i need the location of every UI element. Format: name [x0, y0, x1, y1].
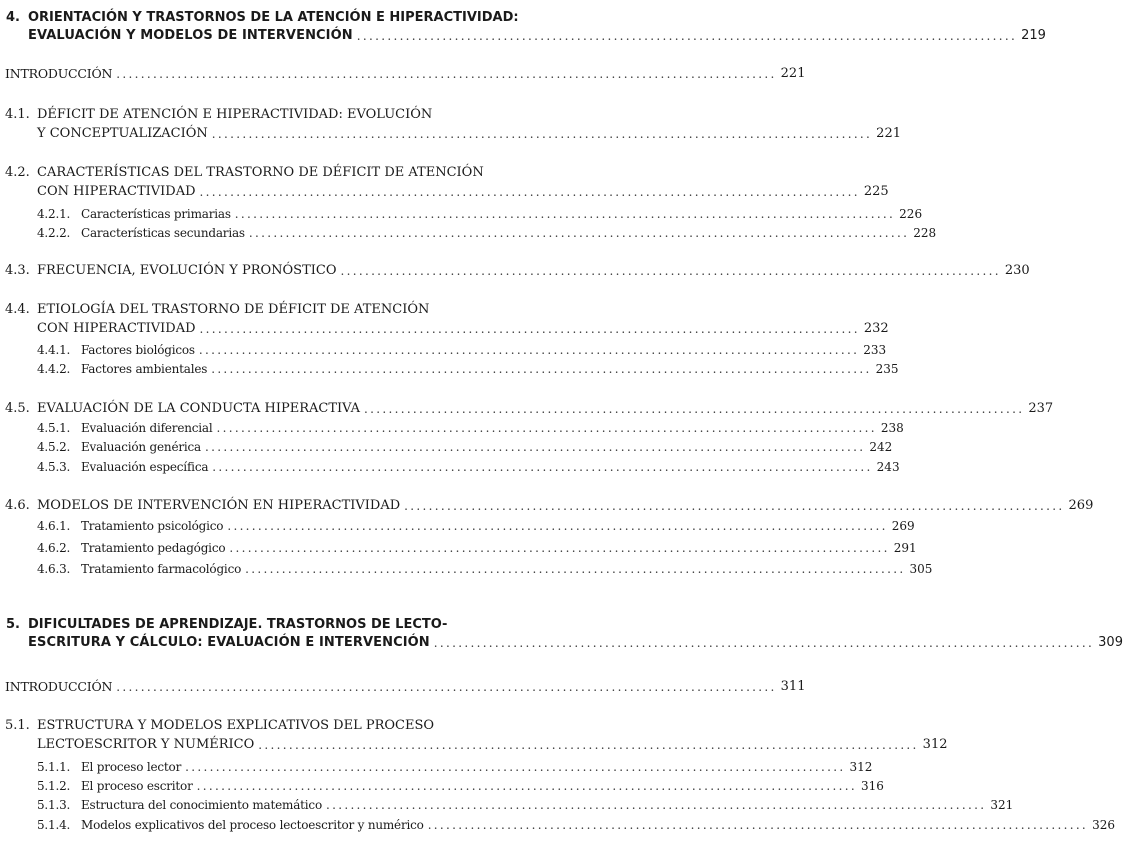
section-number: 4.4. — [5, 302, 30, 317]
page-number: 221 — [780, 66, 806, 81]
page-number: 326 — [1092, 818, 1115, 832]
subsection-title: El proceso lector — [81, 760, 182, 774]
subsection-number: 4.5.2. — [37, 440, 71, 454]
chapter-title-line2: ESCRITURA Y CÁLCULO: EVALUACIÓN E INTERVENCIÓN — [28, 635, 430, 650]
toc-subsection-4-6-2 — [5, 540, 917, 556]
section-title: EVALUACIÓN DE LA CONDUCTA HIPERACTIVA — [37, 401, 361, 416]
section-title: MODELOS DE INTERVENCIÓN EN HIPERACTIVIDAD — [37, 498, 401, 513]
subsection-title: Modelos explicativos del proceso lectoescritor y numérico — [81, 818, 424, 832]
toc-section-4-3 — [5, 263, 1030, 279]
subsection-number: 4.5.1. — [37, 421, 71, 435]
page-number: 316 — [861, 779, 884, 793]
toc-subsection-4-5-1 — [5, 420, 904, 436]
page-number: 237 — [1028, 401, 1054, 416]
toc-section-4-1 — [5, 107, 901, 142]
toc-subsection-5-1-1 — [5, 759, 873, 775]
leader-dots: ............................................................................................................ — [258, 738, 919, 752]
toc-subsection-4-5-3 — [5, 459, 900, 475]
page-number: 291 — [893, 541, 917, 555]
leader-dots: ............................................................................................................ — [227, 519, 888, 533]
leader-dots: ............................................................................................................ — [427, 818, 1089, 832]
subsection-number: 5.1.3. — [37, 798, 71, 812]
toc-subsection-4-6-3 — [5, 561, 933, 577]
page-number: 228 — [913, 226, 937, 240]
section-title-line2: CON HIPERACTIVIDAD — [37, 321, 196, 336]
intro-title: INTRODUCCIÓN — [5, 679, 113, 694]
page-number: 226 — [899, 207, 923, 221]
toc-subsection-4-4-2 — [5, 361, 899, 377]
subsection-title: Factores ambientales — [81, 362, 208, 376]
intro-title: INTRODUCCIÓN — [5, 66, 113, 81]
page-number: 221 — [876, 126, 901, 141]
subsection-number: 4.2.1. — [37, 207, 71, 221]
leader-dots: ............................................................................................................ — [196, 779, 857, 793]
subsection-number: 4.4.2. — [37, 362, 71, 376]
toc-subsection-5-1-2 — [5, 778, 884, 794]
leader-dots: ............................................................................................................ — [205, 440, 866, 454]
section-number: 4.1. — [5, 107, 30, 122]
chapter-5-heading — [6, 617, 1123, 651]
toc-subsection-4-6-1 — [5, 518, 915, 534]
leader-dots: ............................................................................................................ — [404, 499, 1065, 513]
leader-dots: ............................................................................................................ — [198, 343, 860, 357]
toc-subsection-4-2-1 — [5, 206, 923, 222]
subsection-number: 4.2.2. — [37, 226, 71, 240]
page-number: 269 — [1068, 498, 1094, 513]
leader-dots: ............................................................................................................ — [116, 67, 777, 81]
subsection-title: Características secundarias — [81, 226, 245, 240]
toc-subsection-5-1-3 — [5, 797, 1014, 813]
page-number: 233 — [863, 343, 887, 357]
subsection-title: Tratamiento farmacológico — [81, 562, 242, 576]
chapter-title-line1: ORIENTACIÓN Y TRASTORNOS DE LA ATENCIÓN E HIPERACTIVIDAD: — [28, 10, 519, 25]
section-number: 4.2. — [5, 165, 30, 180]
page-number: 238 — [880, 421, 904, 435]
subsection-number: 4.6.1. — [37, 519, 71, 533]
chapter-title-line1: DIFICULTADES DE APRENDIZAJE. TRASTORNOS DE LECTO- — [28, 617, 448, 632]
chapter-4-heading — [6, 10, 1046, 44]
page-number: 219 — [1021, 28, 1046, 43]
page-number: 232 — [863, 321, 889, 336]
section-title-line1: ETIOLOGÍA DEL TRASTORNO DE DÉFICIT DE ATENCIÓN — [37, 302, 430, 317]
leader-dots: ............................................................................................................ — [116, 680, 777, 694]
section-number: 4.6. — [5, 498, 30, 513]
section-number: 4.5. — [5, 401, 30, 416]
subsection-title: Características primarias — [81, 207, 231, 221]
leader-dots: ............................................................................................................ — [211, 362, 872, 376]
leader-dots: ............................................................................................................ — [245, 562, 906, 576]
section-number: 5.1. — [5, 718, 30, 733]
page-number: 311 — [780, 679, 806, 694]
subsection-number: 5.1.4. — [37, 818, 71, 832]
leader-dots: ............................................................................................................ — [340, 264, 1001, 278]
subsection-title: Evaluación diferencial — [81, 421, 213, 435]
subsection-title: Factores biológicos — [81, 343, 195, 357]
subsection-title: Evaluación específica — [81, 460, 209, 474]
subsection-number: 4.6.3. — [37, 562, 71, 576]
page-number: 305 — [909, 562, 933, 576]
leader-dots: ............................................................................................................ — [364, 402, 1025, 416]
page-number: 321 — [990, 798, 1014, 812]
leader-dots: ............................................................................................................ — [211, 127, 873, 141]
subsection-number: 4.6.2. — [37, 541, 71, 555]
toc-section-4-4 — [5, 302, 889, 337]
leader-dots: ............................................................................................................ — [248, 226, 910, 240]
toc-section-4-2 — [5, 165, 889, 200]
leader-dots: ............................................................................................................ — [212, 460, 873, 474]
subsection-number: 4.5.3. — [37, 460, 71, 474]
section-title-line1: DÉFICIT DE ATENCIÓN E HIPERACTIVIDAD: EVOLUCIÓN — [37, 107, 433, 122]
toc-subsection-4-5-2 — [5, 439, 893, 455]
subsection-title: Tratamiento pedagógico — [81, 541, 226, 555]
page-number: 312 — [922, 737, 948, 752]
toc-subsection-4-4-1 — [5, 342, 887, 358]
subsection-number: 4.4.1. — [37, 343, 71, 357]
page-number: 309 — [1098, 635, 1123, 650]
toc-subsection-5-1-4 — [5, 817, 1115, 833]
section-title-line1: CARACTERÍSTICAS DEL TRASTORNO DE DÉFICIT DE ATENCIÓN — [37, 165, 484, 180]
toc-section-4-6 — [5, 498, 1094, 514]
subsection-title: Tratamiento psicológico — [81, 519, 224, 533]
leader-dots: ............................................................................................................ — [234, 207, 896, 221]
toc-intro-entry — [5, 66, 806, 82]
section-title-line2: LECTOESCRITOR Y NUMÉRICO — [37, 737, 255, 752]
toc-section-5-1 — [5, 718, 948, 753]
leader-dots: ............................................................................................................ — [325, 798, 987, 812]
section-title-line1: ESTRUCTURA Y MODELOS EXPLICATIVOS DEL PROCESO — [37, 718, 435, 733]
leader-dots: ............................................................................................................ — [199, 185, 860, 199]
section-title-line2: Y CONCEPTUALIZACIÓN — [37, 126, 208, 141]
subsection-number: 5.1.2. — [37, 779, 71, 793]
subsection-title: Evaluación genérica — [81, 440, 202, 454]
chapter-title-line2: EVALUACIÓN Y MODELOS DE INTERVENCIÓN — [28, 28, 353, 43]
page-number: 312 — [849, 760, 873, 774]
chapter-number: 4. — [6, 10, 20, 25]
leader-dots: ............................................................................................................ — [185, 760, 846, 774]
page-number: 269 — [891, 519, 915, 533]
leader-dots: ............................................................................................................ — [356, 29, 1018, 43]
leader-dots: ............................................................................................................ — [433, 636, 1095, 650]
leader-dots: ............................................................................................................ — [199, 322, 860, 336]
toc-intro-entry — [5, 679, 806, 695]
section-title: FRECUENCIA, EVOLUCIÓN Y PRONÓSTICO — [37, 263, 337, 278]
toc-section-4-5 — [5, 401, 1054, 417]
page-number: 235 — [875, 362, 899, 376]
page-number: 225 — [863, 184, 889, 199]
leader-dots: ............................................................................................................ — [216, 421, 877, 435]
section-title-line2: CON HIPERACTIVIDAD — [37, 184, 196, 199]
chapter-number: 5. — [6, 617, 20, 632]
page-number: 242 — [869, 440, 893, 454]
leader-dots: ............................................................................................................ — [229, 541, 890, 555]
section-number: 4.3. — [5, 263, 30, 278]
toc-subsection-4-2-2 — [5, 225, 937, 241]
page-number: 230 — [1004, 263, 1030, 278]
subsection-title: Estructura del conocimiento matemático — [81, 798, 322, 812]
subsection-number: 5.1.1. — [37, 760, 71, 774]
page-number: 243 — [876, 460, 900, 474]
subsection-title: El proceso escritor — [81, 779, 193, 793]
